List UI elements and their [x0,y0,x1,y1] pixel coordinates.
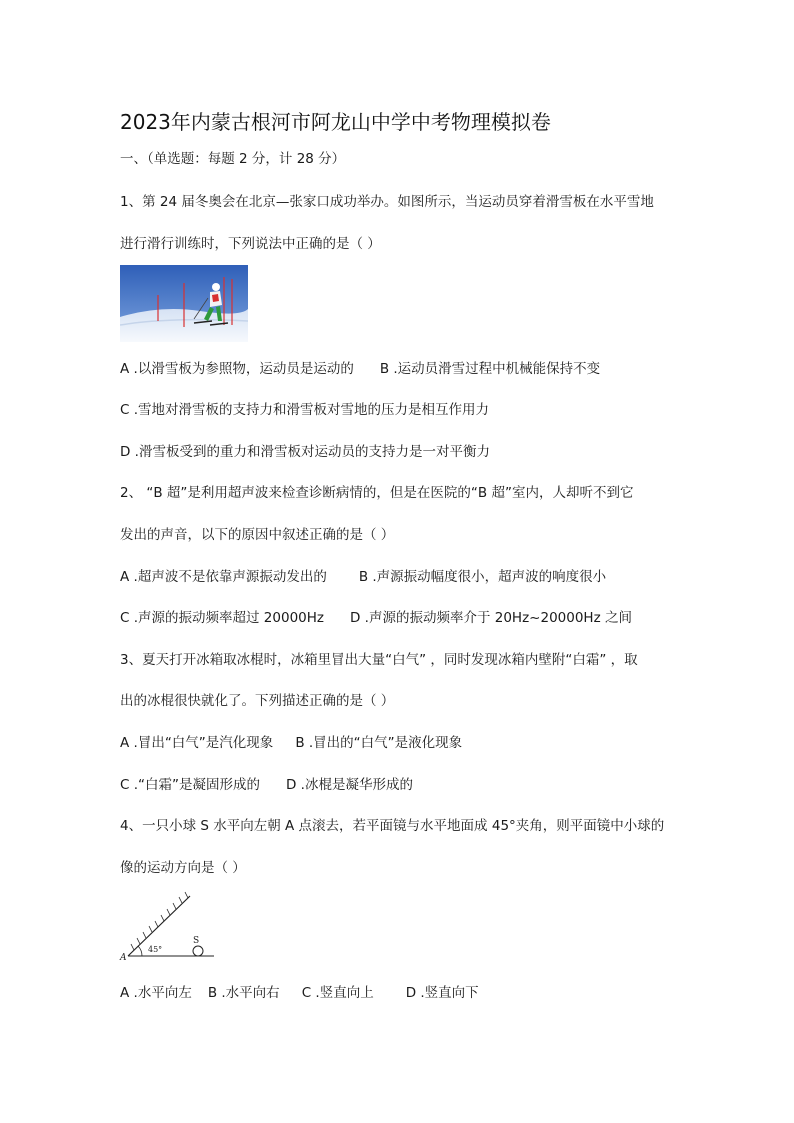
question-4-option-c[interactable]: C .竖直向上 [301,985,374,1001]
ball-s [193,946,203,956]
question-4-options-row [120,984,479,1002]
question-1-options-row-1 [120,360,600,378]
question-4-option-d[interactable]: D .竖直向下 [405,985,479,1001]
question-2-option-c[interactable]: C .声源的振动频率超过 20000Hz [120,610,324,626]
plane-mirror-diagram [118,890,218,962]
question-1-option-d[interactable]: D .滑雪板受到的重力和滑雪板对运动员的支持力是一对平衡力 [120,444,490,460]
question-3-text-line-1: 3、夏天打开冰箱取冰棍时，冰箱里冒出大量“白气” ，同时发现冰箱内壁附“白霜” ，取 [120,652,638,668]
point-a-label: A [120,953,127,962]
ball-s-label: S [193,936,200,946]
question-2-option-d[interactable]: D .声源的振动频率介于 20Hz~20000Hz 之间 [349,610,632,626]
question-1-text-line-1: 1、第 24 届冬奥会在北京—张家口成功举办。如图所示，当运动员穿着滑雪板在水平雪地 [120,194,654,210]
skier-photo [120,265,248,342]
question-1-option-b[interactable]: B .运动员滑雪过程中机械能保持不变 [379,361,601,377]
question-3-text-line-2: 出的冰棍很快就化了。下列描述正确的是（ ） [120,693,395,709]
question-3-options-row-1 [120,734,462,752]
question-2-option-a[interactable]: A .超声波不是依靠声源振动发出的 [120,569,327,585]
question-4-text-line-1: 4、一只小球 S 水平向左朝 A 点滚去，若平面镜与水平地面成 45°夹角，则平面镜中小球的 [120,818,665,834]
question-3-options-row-2 [120,776,413,794]
question-4-option-a[interactable]: A .水平向左 [120,985,192,1001]
question-4-text-line-2: 像的运动方向是（ ） [120,860,246,876]
mirror-hatching [131,892,188,950]
question-3-option-a[interactable]: A .冒出“白气”是汽化现象 [120,735,274,751]
angle-label: 45° [148,945,163,954]
question-3-option-c[interactable]: C .“白霜”是凝固形成的 [120,777,260,793]
question-2-options-row-1 [120,568,606,586]
question-2-text-line-1: 2、 “B 超”是利用超声波来检查诊断病情的，但是在医院的“B 超”室内，人却听不到它 [120,485,634,501]
question-3-option-d[interactable]: D .冰棍是凝华形成的 [286,777,413,793]
question-2-option-b[interactable]: B .声源振动幅度很小，超声波的响度很小 [358,569,607,585]
section-heading: 一、（单选题：每题 2 分，计 28 分） [120,151,346,167]
exam-title: 2023年内蒙古根河市阿龙山中学中考物理模拟卷 [120,110,551,134]
question-4-option-b[interactable]: B .水平向右 [207,985,280,1001]
question-3-option-b[interactable]: B .冒出的“白气”是液化现象 [295,735,463,751]
question-1-option-c[interactable]: C .雪地对滑雪板的支持力和滑雪板对雪地的压力是相互作用力 [120,402,490,418]
question-2-options-row-2 [120,609,632,627]
question-2-text-line-2: 发出的声音，以下的原因中叙述正确的是（ ） [120,527,395,543]
angle-arc [138,946,142,956]
question-1-text-line-2: 进行滑行训练时，下列说法中正确的是（ ） [120,236,381,252]
question-1-option-a[interactable]: A .以滑雪板为参照物，运动员是运动的 [120,361,354,377]
